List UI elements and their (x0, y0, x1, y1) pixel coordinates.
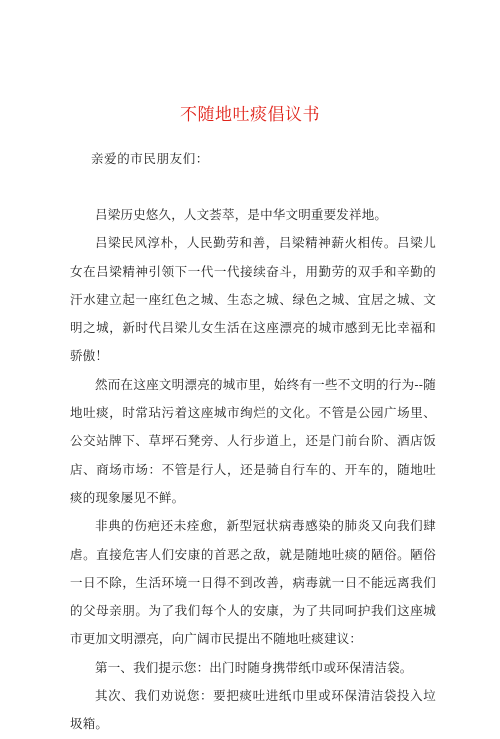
paragraph-first-tip: 第一、我们提示您：出门时随身携带纸巾或环保清洁袋。 (95, 659, 413, 675)
paragraph-problem: 然而在这座文明漂亮的城市里，始终有一些不文明的行为--随地吐痰，时常玷污着这座城市绚烂的文化。不管是公园广场里、公交站牌下、草坪石凳旁、人行步道上，还是门前台阶、酒店饭店、商场市场：不管是行人，还是骑自行车的、开车的，随地吐痰的现象屡见不鲜。 (70, 376, 436, 505)
document-title: 不随地吐痰倡议书 (180, 105, 320, 125)
document-body (70, 201, 436, 739)
paragraph-health: 非典的伤疤还未痊愈，新型冠状病毒感染的肺炎又向我们肆虐。直接危害人们安康的首恶之敌，就是随地吐痰的陋俗。陋俗一日不除，生活环境一日得不到改善，病毒就一日不能远离我们的父母亲朋。为了我们每个人的安康，为了共同呵护我们这座城市更加文明漂亮，向广阔市民提出不随地吐痰建议： (70, 518, 436, 647)
paragraph-history: 吕梁历史悠久，人文荟萃，是中华文明重要发祥地。 (95, 207, 388, 222)
paragraph-second-tip: 其次、我们劝说您：要把痰吐进纸巾里或环保清洁袋投入垃圾箱。 (70, 688, 436, 732)
paragraph-spirit: 吕梁民风淳朴，人民勤劳和善，吕梁精神薪火相传。吕梁儿女在吕梁精神引领下一代一代接续奋斗，用勤劳的双手和辛勤的汗水建立起一座红色之城、生态之城、绿色之城、宜居之城、文明之城，新时代吕梁儿女生活在这座漂亮的城市感到无比幸福和骄傲！ (70, 235, 436, 364)
salutation: 亲爱的市民朋友们： (91, 151, 209, 166)
